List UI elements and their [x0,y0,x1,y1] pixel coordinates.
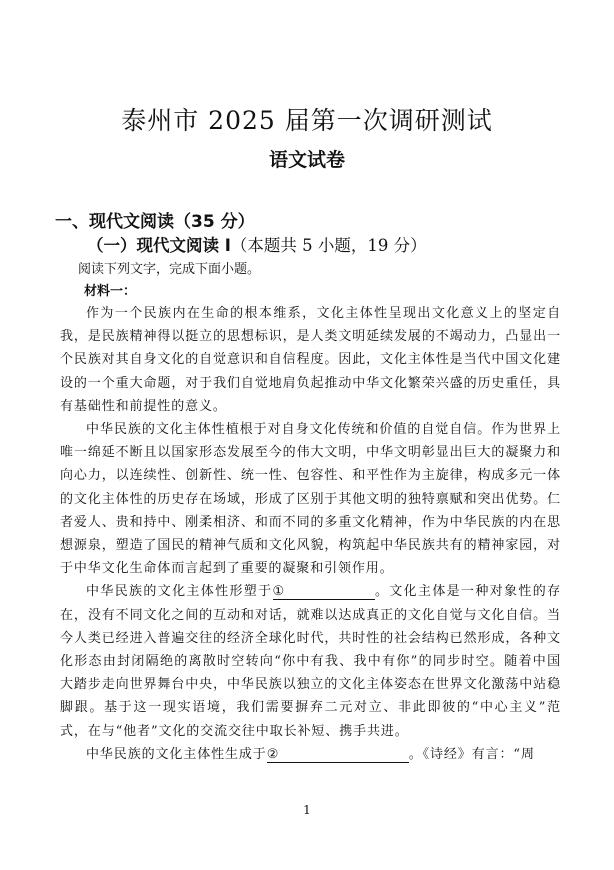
reading-instruction: 阅读下列文字，完成下面小题。 [78,262,261,277]
passage-body [60,302,561,766]
subsection-heading [87,232,427,256]
fill-blank-2: ② [267,747,409,763]
paragraph-1: 作为一个民族内在生命的根本维系，文化主体性呈现出文化意义上的坚定自我，是民族精神得以挺立的思想标识，是人类文明延续发展的不竭动力，凸显出一个民族对其自身文化的自觉意识和自信程度。因此，文化主体性是当代中国文化建设的一个重大命题，对于我们自觉地肩负起推动中华文化繁荣兴盛的历史重任，具有基础性和前提性的意义。 [60,306,561,414]
fill-blank-1: ① [273,584,375,600]
paragraph-4-lead: 中华民族的文化主体性生成于 [86,746,267,762]
page-number: 1 [303,803,311,817]
document-subtitle: 语文试卷 [268,149,345,171]
paragraph-3-rest: 。文化主体是一种对象性的存在，没有不同文化之间的互动和对话，就难以达成真正的文化自觉与文化自信。当今人类已经进入普遍交往的经济全球化时代，共时性的社会结构已然形成，各种文化形态由封闭隔绝的离散时空转向“你中有我、我中有你”的同步时空。随着中国大踏步走向世界舞台中央，中华民族以独立的文化主体姿态在世界文化激荡中站稳脚跟。基于这一现实语境，我们需要摒弃二元对立、非此即彼的“中心主义”范式，在与“他者”文化的交流交往中取长补短、携手共进。 [60,584,561,739]
paragraph-2: 中华民族的文化主体性植根于对自身文化传统和价值的自觉自信。作为世界上唯一绵延不断且以国家形态发展至今的伟大文明，中华文明彰显出巨大的凝聚力和向心力，以连续性、创新性、统一性、包容性、和平性作为主旋律，构成多元一体的文化主体性的历史存在场域，形成了区别于其他文明的独特禀赋和突出优势。仁者爱人、贵和持中、刚柔相济、和而不同的多重文化精神，作为中华民族的内在思想源泉，塑造了国民的精神气质和文化风貌，构筑起中华民族共有的精神家园，对于中华文化生命体而言起到了重要的凝聚和引领作用。 [60,422,561,577]
subsection-note: （本题共 5 小题，19 分） [230,236,427,255]
paragraph-4-rest: 。《诗经》有言：“周 [408,746,535,762]
paragraph-4 [60,743,561,766]
document-title: 泰州市 2025 届第一次调研测试 [121,106,493,135]
material-label: 材料一： [84,284,137,299]
paragraph-3-lead: 中华民族的文化主体性形塑于 [86,584,273,600]
paragraph-3 [60,580,561,742]
section-heading: 一、现代文阅读（35 分） [55,212,255,232]
subsection-title: （一）现代文阅读 I [87,236,231,255]
